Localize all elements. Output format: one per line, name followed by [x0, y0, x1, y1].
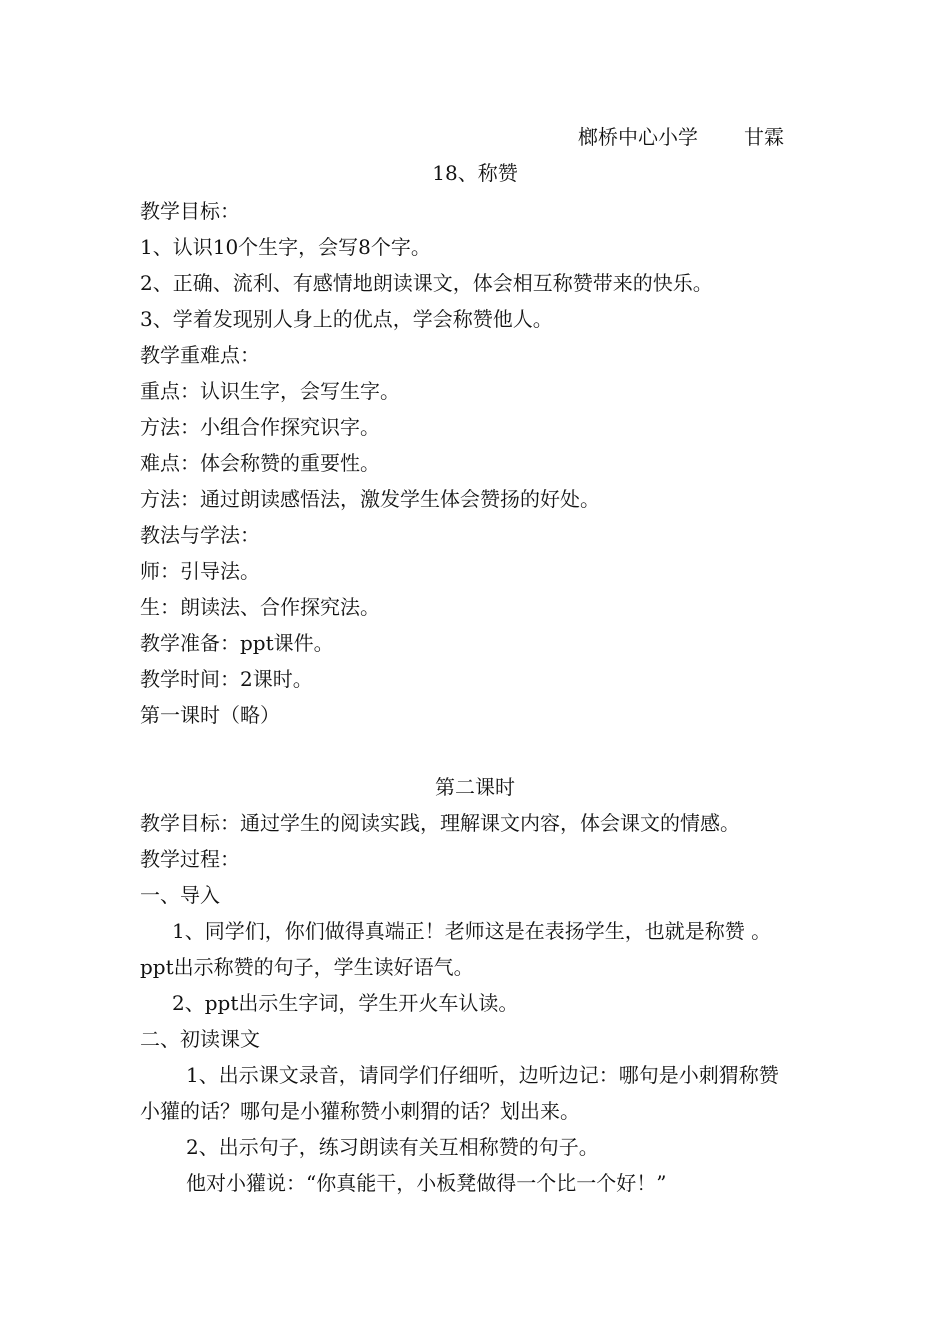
first-lesson-line: 第一课时（略）: [140, 703, 280, 727]
step-item: 1、出示课文录音，请同学们仔细听，边听边记：哪句是小刺猬称赞: [186, 1063, 779, 1087]
objectives-heading: 教学目标：: [140, 199, 240, 223]
section-heading: 第二课时: [435, 775, 515, 799]
process-heading: 教学过程：: [140, 847, 240, 871]
step-heading: 一、导入: [140, 883, 220, 907]
time-line: 教学时间：2课时。: [140, 667, 313, 691]
objective-2: 2、正确、流利、有感情地朗读课文，体会相互称赞带来的快乐。: [140, 271, 713, 295]
method-line: 方法：小组合作探究识字。: [140, 415, 380, 439]
step-heading: 二、初读课文: [140, 1027, 260, 1051]
section-objective: 教学目标：通过学生的阅读实践，理解课文内容，体会课文的情感。: [140, 811, 740, 835]
teacher-name: 甘霖: [744, 125, 784, 149]
difficulty-line: 难点：体会称赞的重要性。: [140, 451, 380, 475]
step-item-cont: 小獾的话？哪句是小獾称赞小刺猬的话？划出来。: [140, 1099, 580, 1123]
key-point: 重点：认识生字，会写生字。: [140, 379, 400, 403]
objective-3: 3、学着发现别人身上的优点，学会称赞他人。: [140, 307, 553, 331]
step-item-cont: ppt出示称赞的句子，学生读好语气。: [140, 955, 474, 979]
key-points-heading: 教学重难点：: [140, 343, 260, 367]
step-item: 2、出示句子，练习朗读有关互相称赞的句子。: [186, 1135, 599, 1159]
method-line: 方法：通过朗读感悟法，激发学生体会赞扬的好处。: [140, 487, 600, 511]
methods-heading: 教法与学法：: [140, 523, 260, 547]
objective-1: 1、认识10个生字，会写8个字。: [140, 235, 431, 259]
step-item: 1、同学们，你们做得真端正！老师这是在表扬学生，也就是称赞 。: [172, 919, 772, 943]
preparation-line: 教学准备：ppt课件。: [140, 631, 334, 655]
school-name: 榔桥中心小学: [578, 125, 698, 149]
step-item: 2、ppt出示生字词，学生开火车认读。: [172, 991, 519, 1015]
student-method: 生：朗读法、合作探究法。: [140, 595, 380, 619]
author-line: [578, 124, 784, 150]
quote-line: 他对小獾说：“你真能干，小板凳做得一个比一个好！”: [186, 1171, 667, 1195]
teacher-method: 师：引导法。: [140, 559, 260, 583]
lesson-title: 18、称赞: [432, 161, 518, 185]
